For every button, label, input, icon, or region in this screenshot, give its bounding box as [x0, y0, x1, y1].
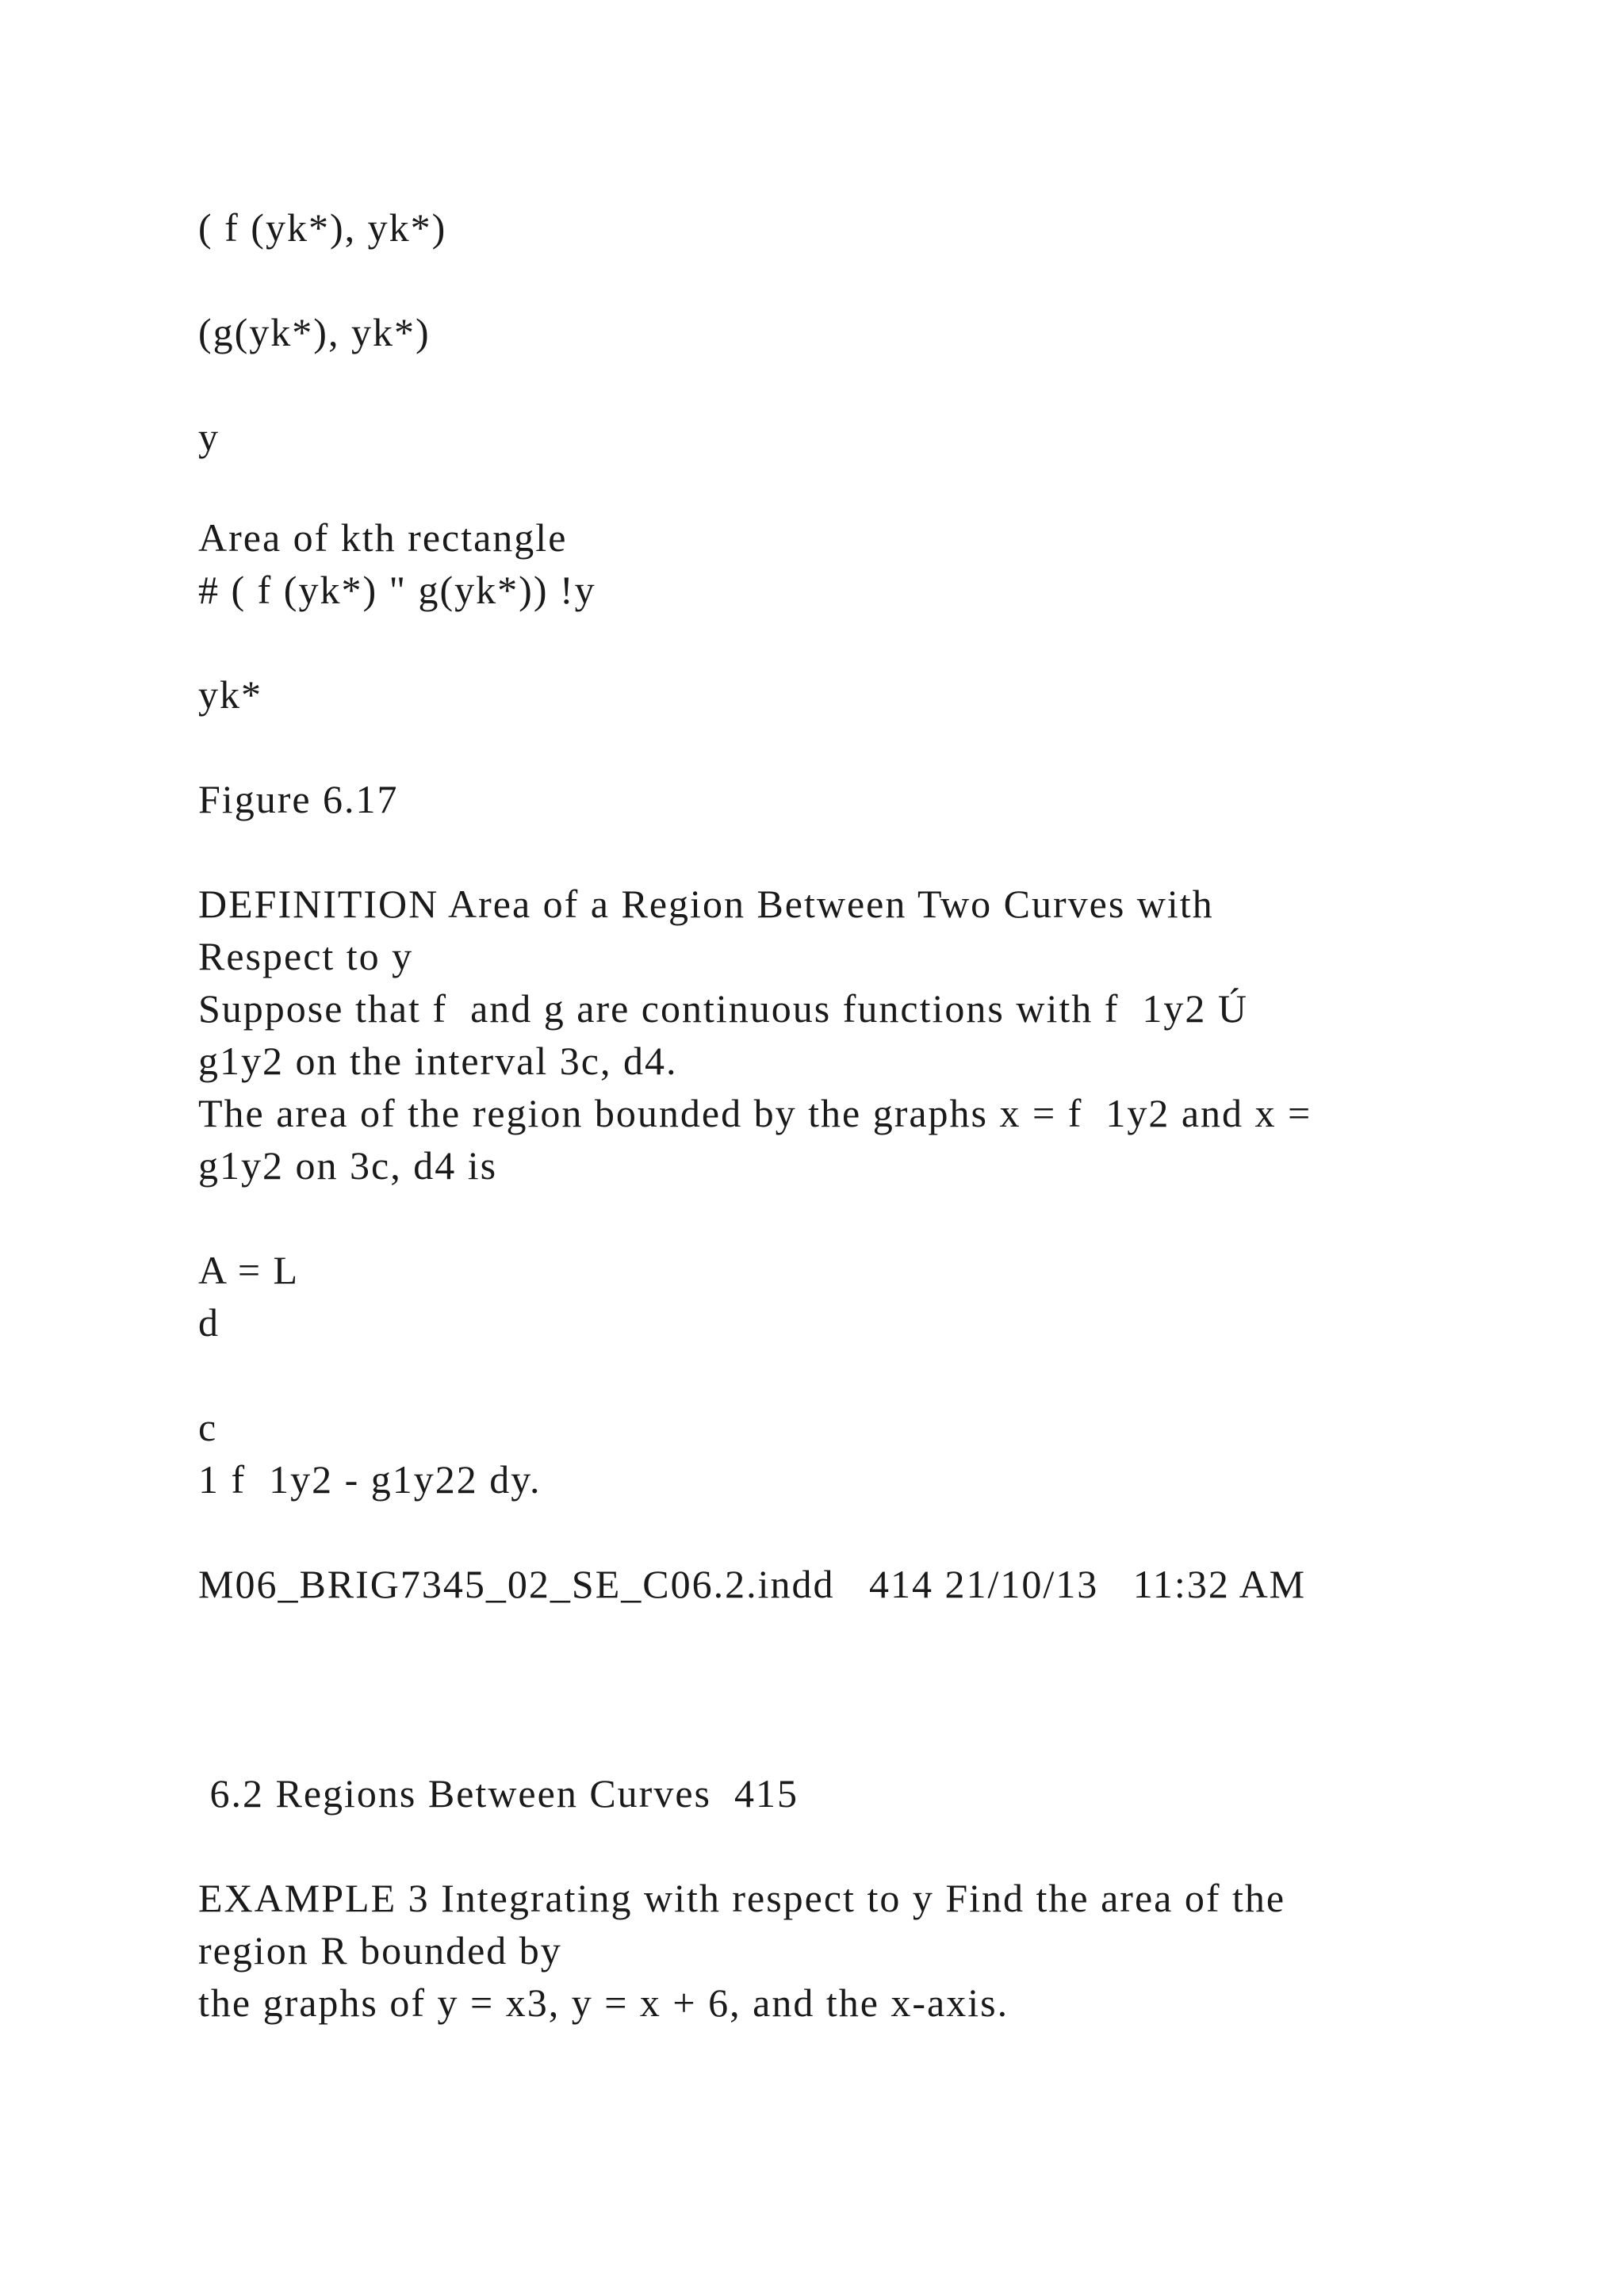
figure-label-y: y [198, 415, 220, 459]
definition-body: g1y2 on 3c, d4 is [198, 1143, 498, 1188]
figure-label-area-formula: # ( f (yk*) " g(yk*)) !y [198, 568, 596, 612]
example-body: region R bounded by [198, 1928, 562, 1973]
area-formula: A = L [198, 1248, 300, 1292]
example-body: the graphs of y = x3, y = x + 6, and the x-axis. [198, 1980, 1009, 2025]
definition-body: Suppose that f and g are continuous functions with f 1y2 Ú [198, 986, 1248, 1031]
definition-heading: DEFINITION Area of a Region Between Two Curves with [198, 882, 1214, 926]
figure-label-area-title: Area of kth rectangle [198, 515, 568, 560]
definition-body: The area of the region bounded by the graphs x = f 1y2 and x = [198, 1091, 1312, 1135]
figure-label-g-point: (g(yk*), yk*) [198, 310, 431, 354]
figure-label-f-point: ( f (yk*), yk*) [198, 205, 447, 250]
integral-lower-limit: c [198, 1405, 218, 1449]
definition-heading-cont: Respect to y [198, 934, 414, 978]
running-header: 6.2 Regions Between Curves 415 [198, 1771, 799, 1816]
definition-body: g1y2 on the interval 3c, d4. [198, 1039, 678, 1083]
figure-caption: Figure 6.17 [198, 777, 399, 821]
integrand: 1 f 1y2 - g1y22 dy. [198, 1457, 542, 1502]
integral-upper-limit: d [198, 1300, 220, 1345]
file-footer: M06_BRIG7345_02_SE_C06.2.indd 414 21/10/13 11:32 AM [198, 1562, 1307, 1606]
example-heading: EXAMPLE 3 Integrating with respect to y Find the area of the [198, 1876, 1286, 1920]
figure-label-yk: yk* [198, 672, 262, 717]
